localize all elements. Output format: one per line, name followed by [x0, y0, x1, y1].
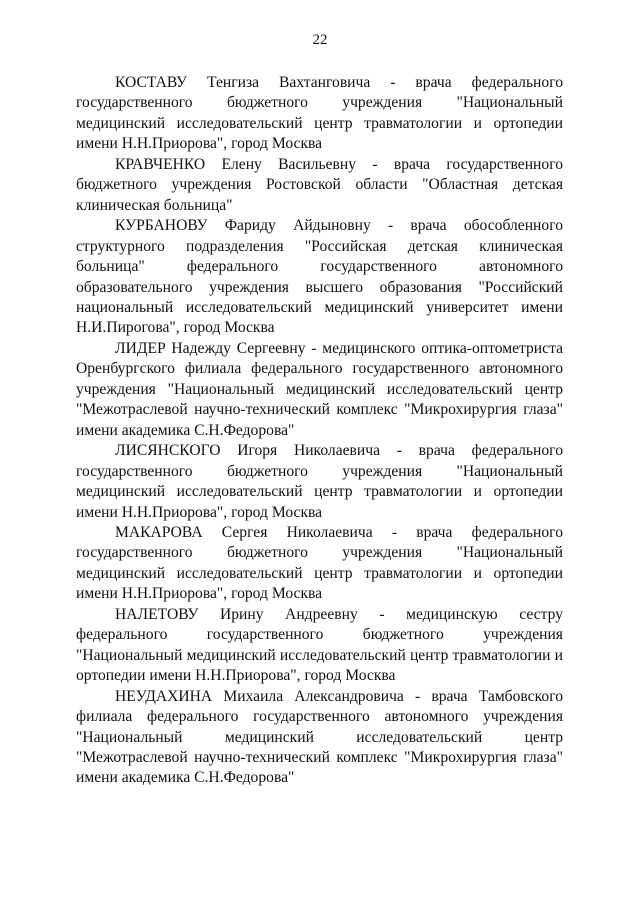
list-item: КОСТАВУ Тенгиза Вахтанговича - врача федерального государственного бюджетного учреждения "Национальный медицинский исследовательский центр травматологии и ортопедии имени Н.Н.Приорова", город Москва [76, 74, 563, 153]
list-item: ЛИСЯНСКОГО Игоря Николаевича - врача федерального государственного бюджетного учреждения "Национальный медицинский исследовательский центр травматологии и ортопедии имени Н.Н.Приорова", город Москва [76, 442, 563, 521]
list-item: НАЛЕТОВУ Ирину Андреевну - медицинскую сестру федерального государственного бюджетного учреждения "Национальный медицинский исследовательский центр травматологии и ортопедии имени Н.Н.Приорова", город Москва [76, 605, 563, 685]
list-item: НЕУДАХИНА Михаила Александровича - врача Тамбовского филиала федерального государственного автономного учреждения "Национальный медицинский исследовательский центр "Межотраслевой научно-технический комплекс "Микрохирургия глаза" имени академика С.Н.Федорова" [76, 687, 563, 787]
award-list [76, 73, 563, 789]
page-number: 22 [312, 32, 328, 48]
list-item: КУРБАНОВУ Фариду Айдыновну - врача обособленного структурного подразделения "Российская детская клиническая больница" федерального государственного автономного образовательного учреждения высшего образования "Российский национальный исследовательский медицинский университет имени Н.И.Пирогова", город Москва [76, 217, 563, 337]
list-item: МАКАРОВА Сергея Николаевича - врача федерального государственного бюджетного учреждения "Национальный медицинский исследовательский центр травматологии и ортопедии имени Н.Н.Приорова", город Москва [76, 523, 563, 603]
list-item: ЛИДЕР Надежду Сергеевну - медицинского оптика-оптометриста Оренбургского филиала федерального государственного автономного учреждения "Национальный медицинский исследовательский центр "Межотраслевой научно-технический комплекс "Микрохирургия глаза" имени академика С.Н.Федорова" [76, 339, 563, 439]
list-item: КРАВЧЕНКО Елену Васильевну - врача государственного бюджетного учреждения Ростовской области "Областная детская клиническая больница" [76, 155, 563, 214]
